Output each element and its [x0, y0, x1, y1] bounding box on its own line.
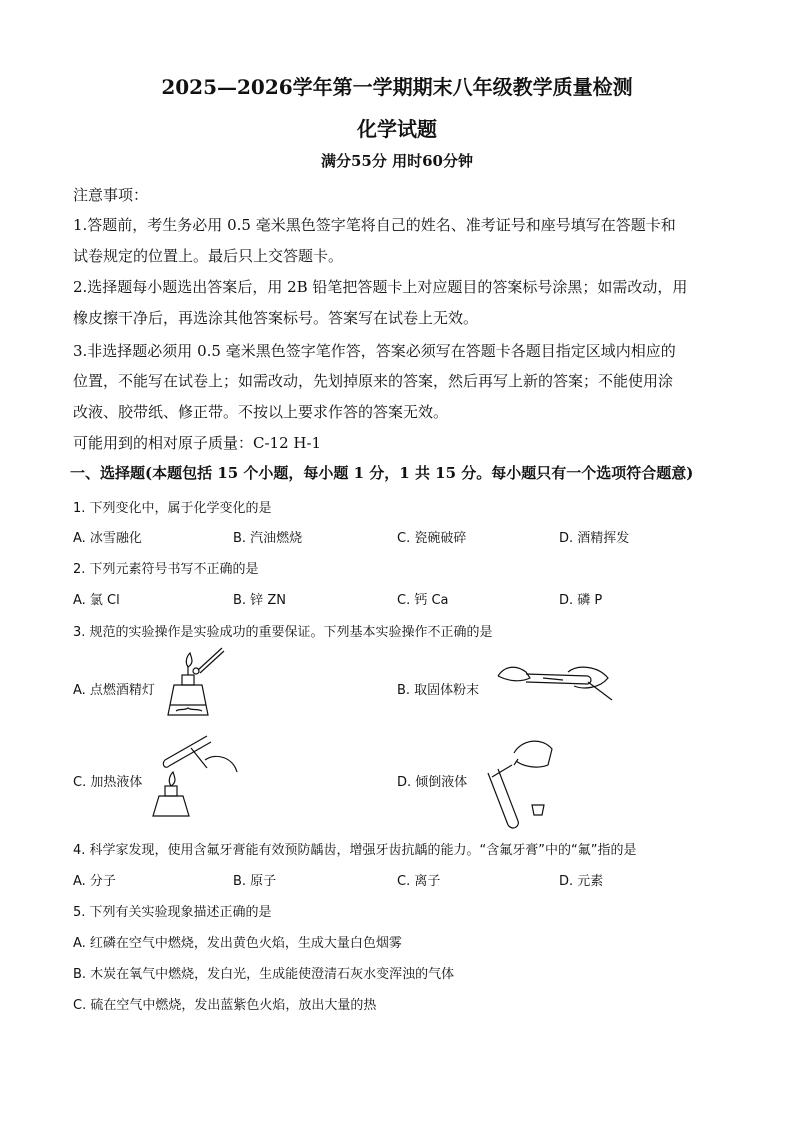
option-c: C. 钙 Ca	[397, 593, 449, 608]
atomic-mass-line: 可能用到的相对原子质量：C-12 H-1	[73, 434, 322, 452]
option-b: B. 锌 ZN	[233, 593, 286, 608]
exam-subject: 化学试题	[357, 117, 437, 141]
option-d: D. 磷 P	[559, 593, 603, 608]
option-a: A. 分子	[73, 874, 116, 889]
option-d: D. 元素	[559, 874, 604, 889]
heating-liquid-figure	[145, 730, 245, 822]
question-stem: 4. 科学家发现，使用含氟牙膏能有效预防龋齿，增强牙齿抗龋的能力。“含氟牙膏”中的“氟”指的是	[73, 843, 637, 858]
section-heading: 一、选择题(本题包括 15 个小题，每小题 1 分，1 共 15 分。每小题只有一个选项符合题意)	[70, 464, 694, 482]
option-a: A. 红磷在空气中燃烧，发出黄色火焰，生成大量白色烟雾	[73, 936, 402, 951]
notice-line: 位置，不能写在试卷上；如需改动，先划掉原来的答案，然后再写上新的答案；不能使用涂	[73, 372, 674, 390]
option-b: B. 木炭在氧气中燃烧，发白光，生成能使澄清石灰水变浑浊的气体	[73, 967, 455, 982]
question-stem: 2. 下列元素符号书写不正确的是	[73, 562, 259, 577]
option-a: A. 冰雪融化	[73, 531, 142, 546]
notice-line: 2.选择题每小题选出答案后，用 2B 铅笔把答题卡上对应题目的答案标号涂黑；如需改动，用	[73, 278, 688, 296]
option-d: D. 倾倒液体	[397, 775, 468, 790]
option-c: C. 硫在空气中燃烧，发出蓝紫色火焰，放出大量的热	[73, 998, 377, 1013]
notice-line: 1.答题前，考生务必用 0.5 毫米黑色签字笔将自己的姓名、准考证号和座号填写在答题卡和	[73, 216, 676, 234]
option-a: A. 点燃酒精灯	[73, 683, 155, 698]
option-c: C. 加热液体	[73, 775, 143, 790]
notice-line: 3.非选择题必须用 0.5 毫米黑色签字笔作答，答案必须写在答题卡各题目指定区域内相应的	[73, 342, 676, 360]
option-b: B. 取固体粉末	[397, 683, 480, 698]
option-c: C. 瓷碗破碎	[397, 531, 467, 546]
solid-powder-figure	[488, 654, 618, 704]
pouring-liquid-figure	[478, 735, 568, 833]
option-d: D. 酒精挥发	[559, 531, 630, 546]
alcohol-lamp-lighting-figure	[160, 645, 230, 723]
option-c: C. 离子	[397, 874, 441, 889]
option-a: A. 氯 Cl	[73, 593, 120, 608]
question-stem: 5. 下列有关实验现象描述正确的是	[73, 905, 272, 920]
notice-line: 改液、胶带纸、修正带。不按以上要求作答的答案无效。	[73, 403, 449, 421]
exam-score-time: 满分55分 用时60分钟	[321, 152, 473, 170]
question-stem: 1. 下列变化中，属于化学变化的是	[73, 501, 272, 516]
exam-title: 2025—2026学年第一学期期末八年级教学质量检测	[161, 75, 633, 99]
option-b: B. 汽油燃烧	[233, 531, 303, 546]
notice-heading: 注意事项：	[73, 186, 149, 204]
option-b: B. 原子	[233, 874, 277, 889]
notice-line: 橡皮擦干净后，再选涂其他答案标号。答案写在试卷上无效。	[73, 309, 479, 327]
notice-line: 试卷规定的位置上。最后只上交答题卡。	[73, 247, 344, 265]
question-stem: 3. 规范的实验操作是实验成功的重要保证。下列基本实验操作不正确的是	[73, 625, 493, 640]
